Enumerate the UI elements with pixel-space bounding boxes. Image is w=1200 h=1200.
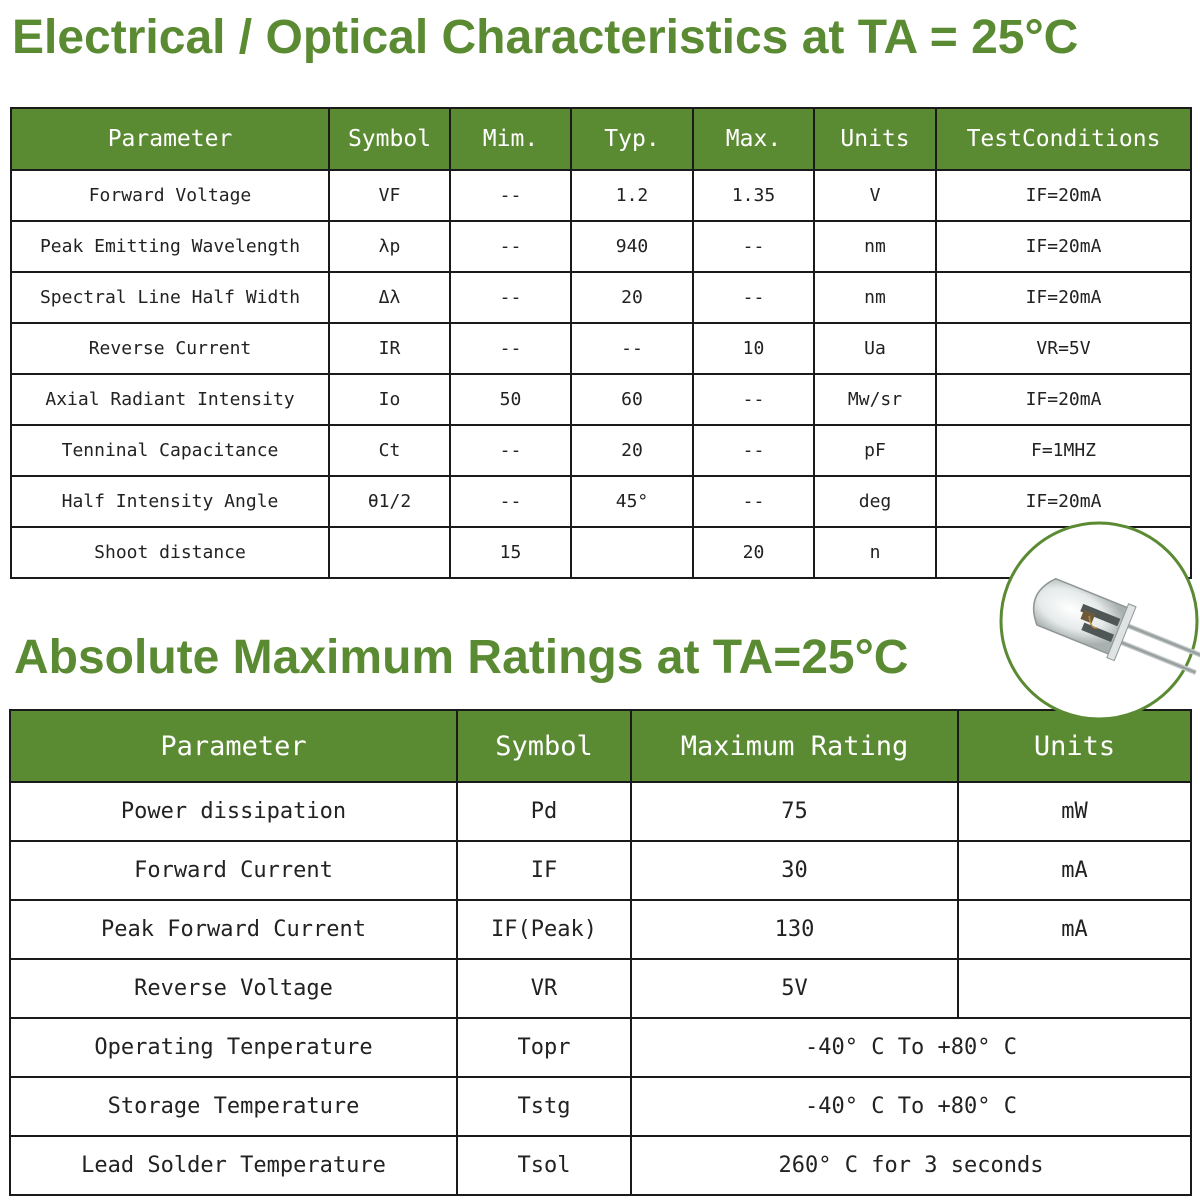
cell-max: -- xyxy=(693,476,814,527)
header-max: Max. xyxy=(693,108,814,170)
electrical-characteristics-table xyxy=(10,107,1192,579)
header-parameter: Parameter xyxy=(11,108,329,170)
cell-min: -- xyxy=(450,170,571,221)
cell-units: mA xyxy=(958,900,1191,959)
cell-symbol: IR xyxy=(329,323,450,374)
header-symbol: Symbol xyxy=(329,108,450,170)
cell-min: -- xyxy=(450,476,571,527)
cell-units: mW xyxy=(958,782,1191,841)
cell-symbol: Tstg xyxy=(457,1077,631,1136)
cell-parameter: Axial Radiant Intensity xyxy=(11,374,329,425)
cell-parameter: Tenninal Capacitance xyxy=(11,425,329,476)
table-row xyxy=(11,170,1191,221)
cell-min: 50 xyxy=(450,374,571,425)
cell-parameter: Operating Tenperature xyxy=(10,1018,457,1077)
cell-symbol: θ1/2 xyxy=(329,476,450,527)
cell-units: V xyxy=(814,170,936,221)
led-diode-image xyxy=(998,520,1200,722)
cell-parameter: Reverse Current xyxy=(11,323,329,374)
table-row xyxy=(10,959,1191,1018)
cell-parameter: Forward Voltage xyxy=(11,170,329,221)
cell-symbol: Ct xyxy=(329,425,450,476)
cell-parameter: Storage Temperature xyxy=(10,1077,457,1136)
cell-rating: 260° C for 3 seconds xyxy=(631,1136,1191,1195)
cell-typ: 20 xyxy=(571,425,693,476)
header-maximum-rating: Maximum Rating xyxy=(631,710,958,782)
cell-test-conditions: IF=20mA xyxy=(936,374,1191,425)
cell-rating: 75 xyxy=(631,782,958,841)
cell-typ: -- xyxy=(571,323,693,374)
cell-parameter: Power dissipation xyxy=(10,782,457,841)
table-row xyxy=(11,374,1191,425)
cell-symbol: Pd xyxy=(457,782,631,841)
cell-test-conditions: IF=20mA xyxy=(936,221,1191,272)
cell-rating: -40° C To +80° C xyxy=(631,1018,1191,1077)
cell-units xyxy=(958,959,1191,1018)
cell-rating: 5V xyxy=(631,959,958,1018)
cell-units: Mw/sr xyxy=(814,374,936,425)
cell-max: -- xyxy=(693,221,814,272)
cell-test-conditions: IF=20mA xyxy=(936,170,1191,221)
cell-parameter: Peak Forward Current xyxy=(10,900,457,959)
cell-symbol: Δλ xyxy=(329,272,450,323)
table-row xyxy=(10,1077,1191,1136)
table-row xyxy=(11,221,1191,272)
cell-symbol: Tsol xyxy=(457,1136,631,1195)
cell-min: -- xyxy=(450,221,571,272)
electrical-characteristics-title: Electrical / Optical Characteristics at TA = 25°C xyxy=(12,11,1079,64)
table-header-row xyxy=(11,108,1191,170)
cell-min: 15 xyxy=(450,527,571,578)
cell-max: -- xyxy=(693,374,814,425)
cell-symbol: IF xyxy=(457,841,631,900)
header-symbol: Symbol xyxy=(457,710,631,782)
table-row xyxy=(11,323,1191,374)
cell-units: pF xyxy=(814,425,936,476)
cell-max: 10 xyxy=(693,323,814,374)
table-row xyxy=(10,1018,1191,1077)
table-row xyxy=(10,1136,1191,1195)
header-parameter: Parameter xyxy=(10,710,457,782)
cell-units: Ua xyxy=(814,323,936,374)
cell-typ xyxy=(571,527,693,578)
cell-units: nm xyxy=(814,221,936,272)
header-typ: Typ. xyxy=(571,108,693,170)
table-row xyxy=(11,425,1191,476)
table-row xyxy=(10,900,1191,959)
cell-parameter: Forward Current xyxy=(10,841,457,900)
cell-min: -- xyxy=(450,425,571,476)
cell-parameter: Shoot distance xyxy=(11,527,329,578)
cell-typ: 1.2 xyxy=(571,170,693,221)
cell-rating: -40° C To +80° C xyxy=(631,1077,1191,1136)
cell-units: nm xyxy=(814,272,936,323)
header-test-conditions: TestConditions xyxy=(936,108,1191,170)
cell-test-conditions: IF=20mA xyxy=(936,272,1191,323)
cell-typ: 45° xyxy=(571,476,693,527)
cell-symbol xyxy=(329,527,450,578)
table-row xyxy=(10,841,1191,900)
table-row xyxy=(10,782,1191,841)
cell-typ: 20 xyxy=(571,272,693,323)
cell-parameter: Half Intensity Angle xyxy=(11,476,329,527)
cell-min: -- xyxy=(450,272,571,323)
cell-typ: 940 xyxy=(571,221,693,272)
header-units: Units xyxy=(814,108,936,170)
cell-min: -- xyxy=(450,323,571,374)
cell-max: 1.35 xyxy=(693,170,814,221)
cell-units: deg xyxy=(814,476,936,527)
cell-max: 20 xyxy=(693,527,814,578)
cell-parameter: Peak Emitting Wavelength xyxy=(11,221,329,272)
cell-symbol: Topr xyxy=(457,1018,631,1077)
cell-rating: 30 xyxy=(631,841,958,900)
cell-test-conditions: IF=20mA xyxy=(936,476,1191,527)
cell-max: -- xyxy=(693,425,814,476)
header-units: Units xyxy=(958,710,1191,782)
cell-rating: 130 xyxy=(631,900,958,959)
cell-typ: 60 xyxy=(571,374,693,425)
cell-parameter: Lead Solder Temperature xyxy=(10,1136,457,1195)
cell-symbol: VR xyxy=(457,959,631,1018)
cell-parameter: Reverse Voltage xyxy=(10,959,457,1018)
cell-symbol: VF xyxy=(329,170,450,221)
cell-test-conditions: VR=5V xyxy=(936,323,1191,374)
cell-symbol: IF(Peak) xyxy=(457,900,631,959)
cell-units: n xyxy=(814,527,936,578)
cell-max: -- xyxy=(693,272,814,323)
absolute-maximum-ratings-title: Absolute Maximum Ratings at TA=25°C xyxy=(14,631,909,684)
cell-parameter: Spectral Line Half Width xyxy=(11,272,329,323)
table-row xyxy=(11,272,1191,323)
cell-units: mA xyxy=(958,841,1191,900)
cell-symbol: Io xyxy=(329,374,450,425)
absolute-maximum-ratings-table xyxy=(9,709,1192,1196)
cell-test-conditions: F=1MHZ xyxy=(936,425,1191,476)
cell-symbol: λp xyxy=(329,221,450,272)
header-min: Mim. xyxy=(450,108,571,170)
